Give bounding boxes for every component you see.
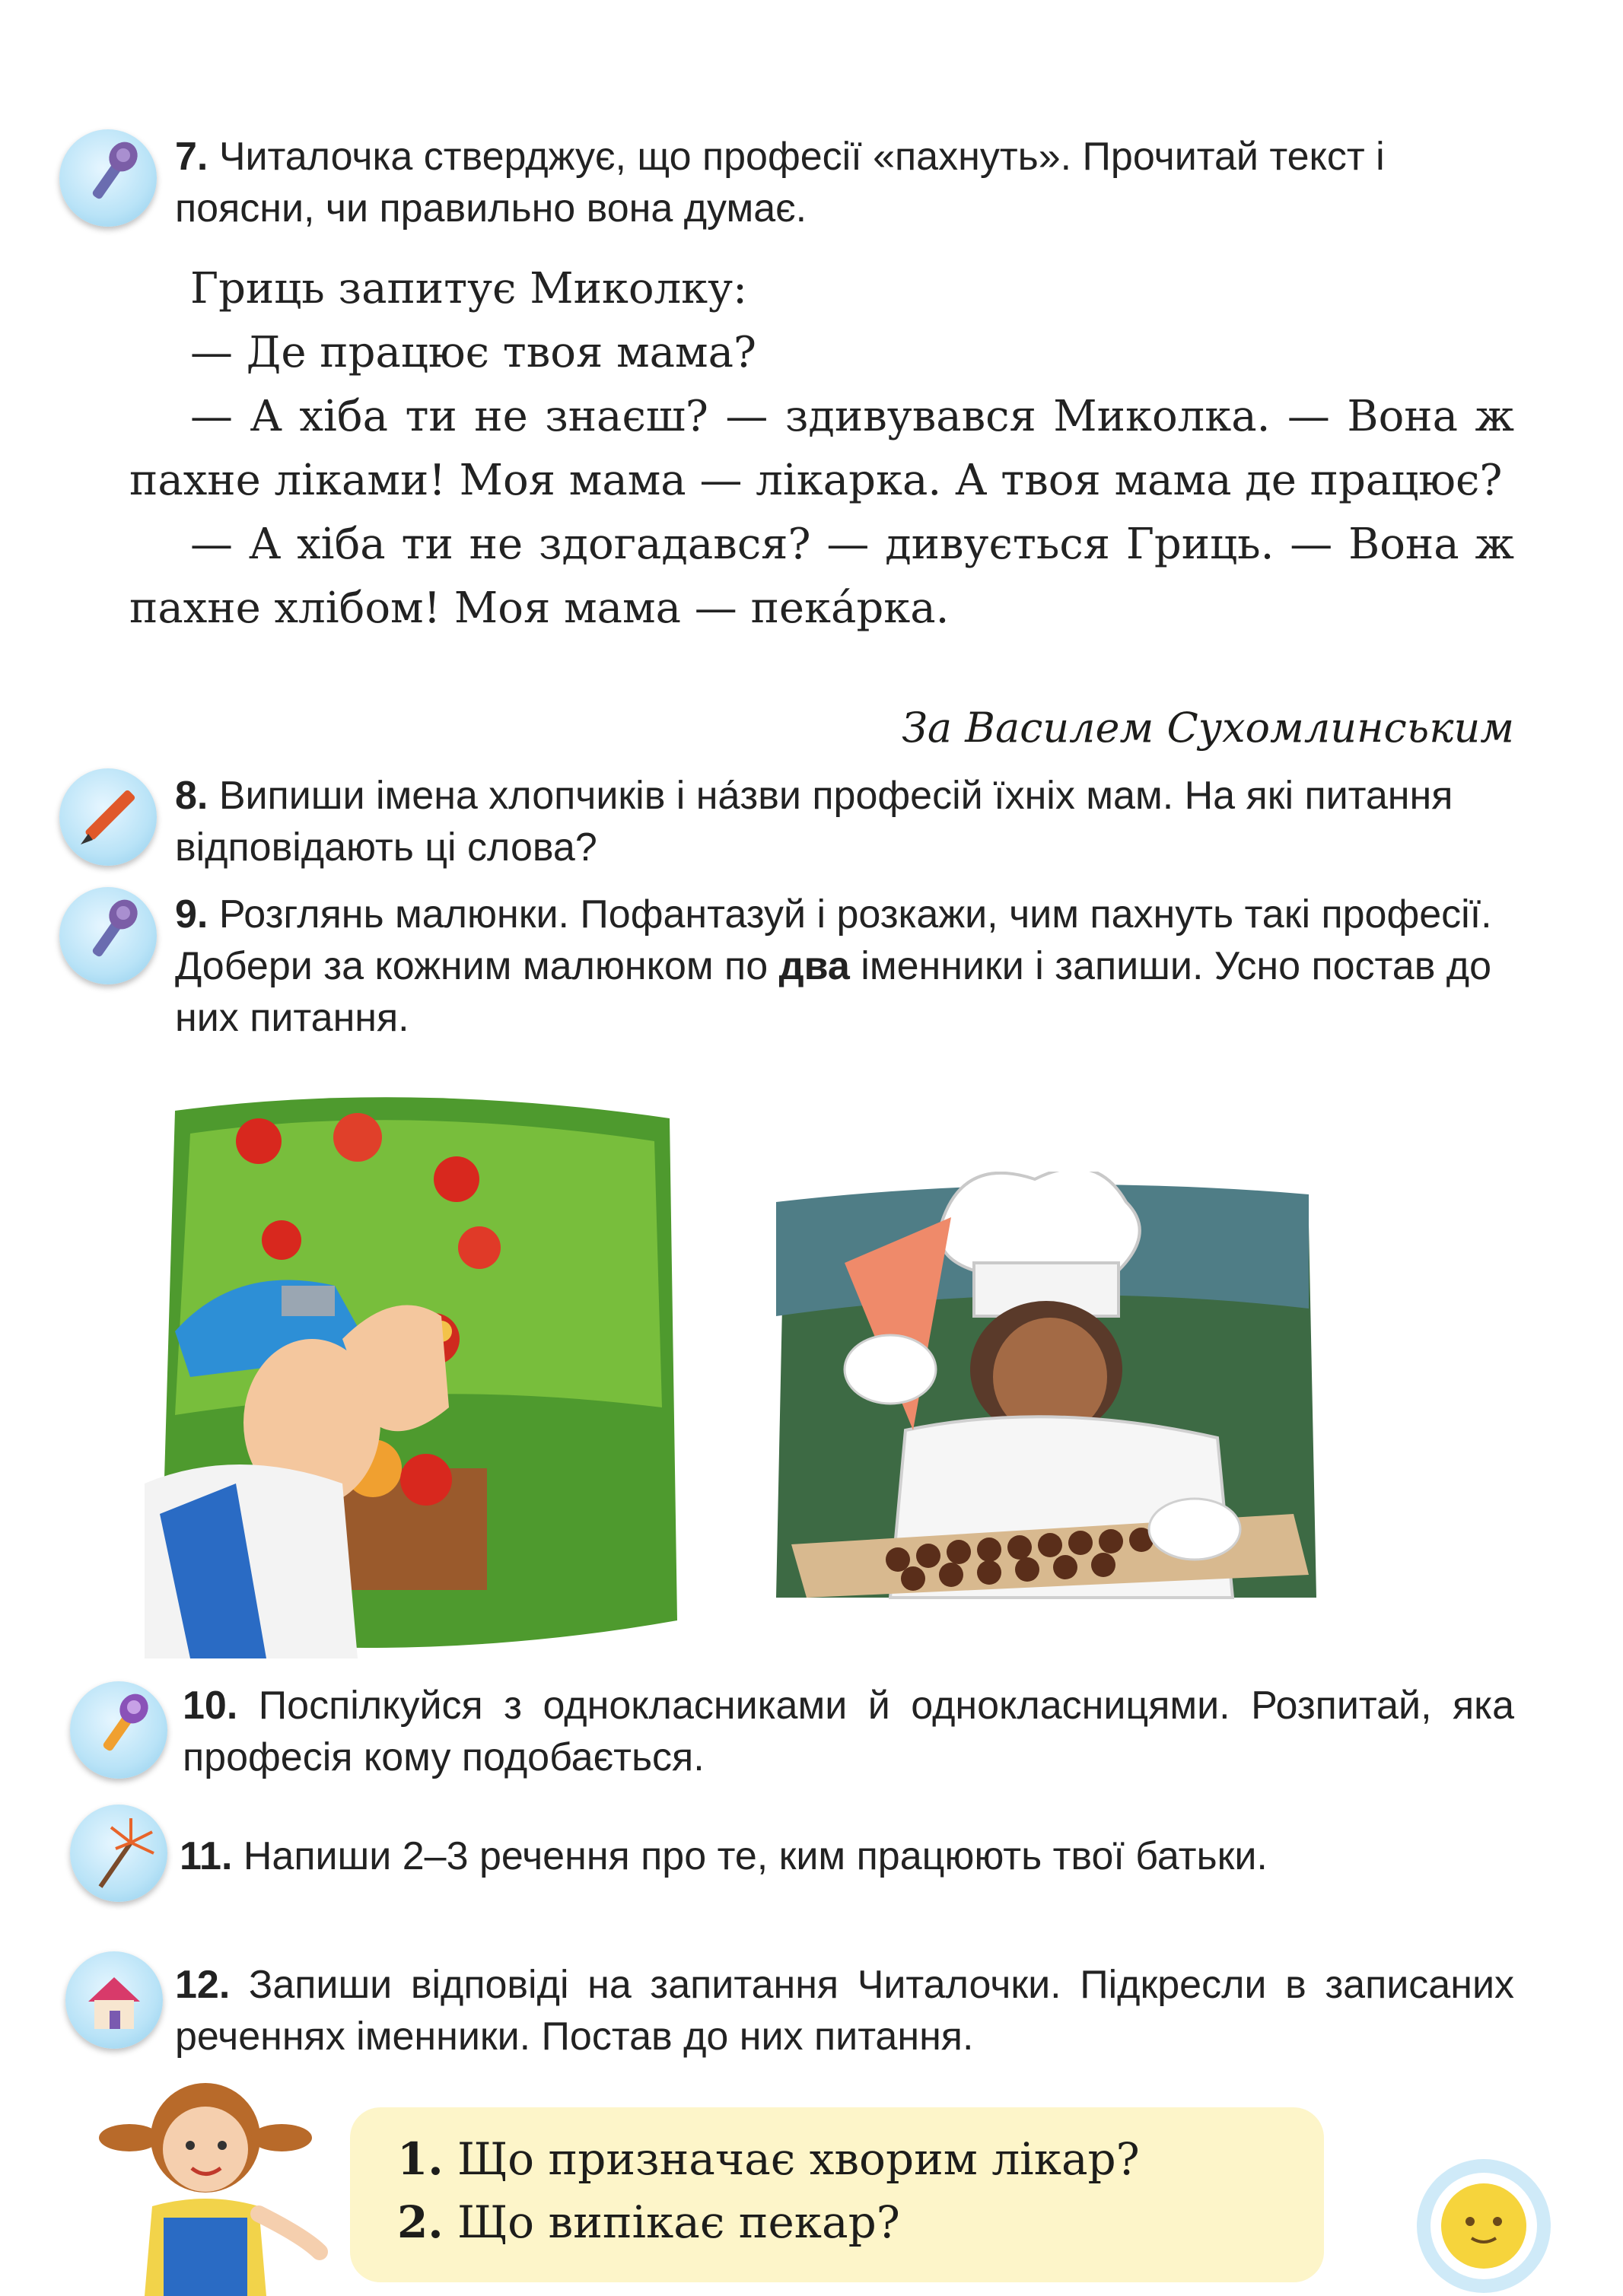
smiley-icon (1408, 2153, 1560, 2296)
task-10 (183, 1680, 1514, 1783)
task-bold-word: два (778, 944, 850, 988)
story-text (129, 257, 1514, 641)
microphone-icon (59, 129, 157, 227)
story-author: За Василем Сухомлинським (902, 704, 1514, 752)
question-number: 1. (397, 2133, 444, 2185)
question-text: Що призначає хворим лікар? (457, 2133, 1140, 2185)
microphone-icon (59, 887, 157, 984)
question-number: 2. (397, 2196, 444, 2248)
question-text: Що випікає пекар? (457, 2196, 900, 2248)
story-line: Гриць запитує Миколку: (190, 264, 747, 313)
story-line: — Де працює твоя мама? (190, 328, 757, 377)
sparkler-icon (70, 1805, 167, 1902)
story-line: — А хіба ти не здогадався? — дивується Гриць. — Вона ж пахне хлібом! Моя мама — пека́рка. (129, 520, 1514, 633)
task-number: 9. (175, 892, 208, 937)
task-text: Поспілкуйся з однокласниками й однокласницями. Розпитай, яка професія кому подобається. (183, 1684, 1514, 1779)
task-number: 7. (175, 135, 208, 179)
question-1 (397, 2126, 1140, 2192)
task-7 (175, 131, 1514, 234)
pastry-chef-illustration (761, 1172, 1324, 1628)
task-text: Читалочка стверджує, що професії «пахнуть». Прочитай текст і поясни, чи правильно вона думає. (175, 135, 1385, 231)
task-text: іменники і запиши. Усно постав до них питання. (175, 944, 1492, 1040)
house-icon (65, 1951, 163, 2049)
task-number: 10. (183, 1684, 238, 1728)
microphone-icon (70, 1681, 167, 1779)
task-number: 12. (175, 1963, 231, 2007)
task-text: Розглянь малюнки. Пофантазуй і розкажи, чим пахнуть такі професії. Добери за кожним малюнком по (175, 892, 1492, 988)
task-11 (180, 1830, 1519, 1882)
gardener-illustration (145, 1088, 685, 1658)
task-number: 8. (175, 774, 208, 818)
task-text: Напиши 2–3 речення про те, ким працюють твої батьки. (243, 1834, 1268, 1878)
question-box (350, 2107, 1324, 2282)
task-number: 11. (180, 1834, 233, 1878)
task-9 (175, 889, 1514, 1044)
task-12 (175, 1959, 1514, 2062)
question-2 (397, 2189, 900, 2255)
task-text: Випиши імена хлопчиків і на́зви професій їхніх мам. На які питання відповідають ці слова? (175, 774, 1453, 870)
girl-character-illustration (91, 2054, 335, 2296)
pen-icon (59, 768, 157, 866)
task-8 (175, 770, 1514, 873)
task-text: Запиши відповіді на запитання Читалочки. Підкресли в записаних реченнях іменники. Постав до них питання. (175, 1963, 1514, 2059)
story-line: — А хіба ти не знаєш? — здивувався Миколка. — Вона ж пахне ліками! Моя мама — лікарка. А твоя мама де працює? (129, 392, 1514, 505)
